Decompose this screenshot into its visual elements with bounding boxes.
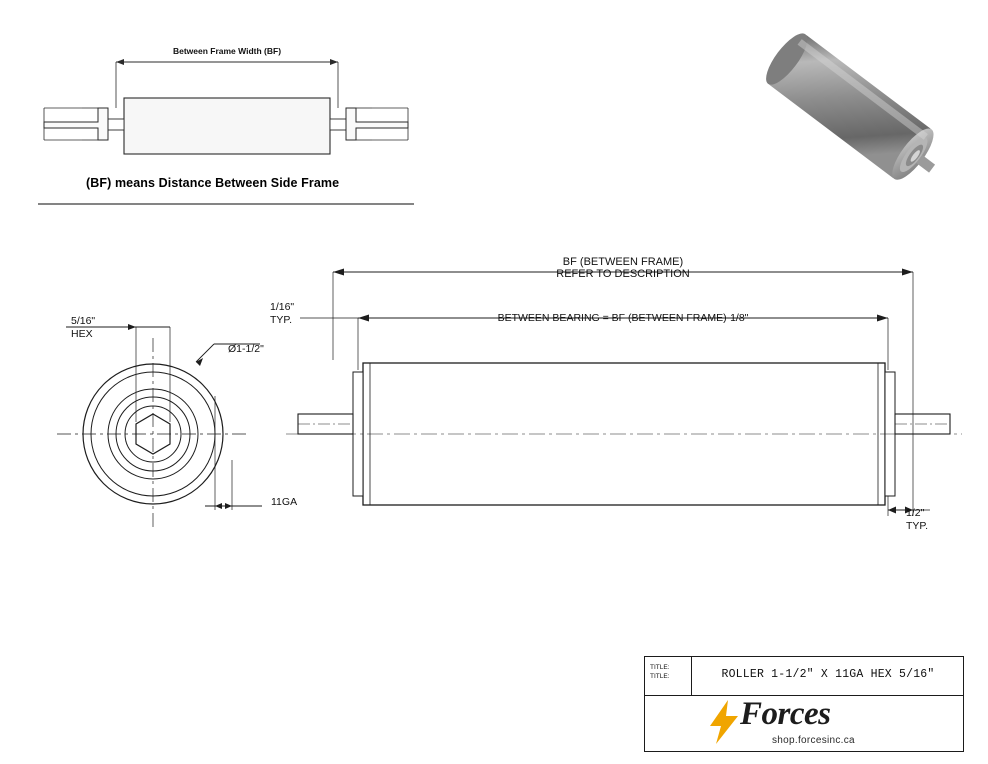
diameter-note: Ø1-1/2" [228, 343, 264, 355]
brand-name: Forces [740, 696, 831, 732]
title-block-key [650, 664, 670, 682]
title-block-value: ROLLER 1-1/2" X 11GA HEX 5/16" [721, 668, 935, 681]
title-key-line2: TITLE: [650, 672, 670, 680]
left-end-note-line2: TYP. [270, 314, 292, 326]
right-end-note-line1: 1/2" [906, 507, 925, 519]
svg-text:Between Frame Width (BF): Between Frame Width (BF) [172, 46, 282, 56]
hex-note-line1: 5/16" [71, 315, 96, 327]
right-end-note-line2: TYP. [906, 520, 928, 532]
svg-text:REFER TO DESCRIPTION: REFER TO DESCRIPTION [556, 268, 690, 280]
main-roller-drawing [0, 210, 988, 630]
left-end-note-line1: 1/16" [270, 301, 295, 313]
roller-3d-render [736, 28, 964, 188]
brand-logo [700, 694, 958, 750]
brand-website: shop.forcesinc.ca [772, 735, 855, 746]
hex-note-line2: HEX [71, 328, 93, 340]
between-bearing-dimension: BETWEEN BEARING = BF (BETWEEN FRAME)-1/8" [497, 312, 749, 324]
title-key-line1: TITLE: [650, 664, 670, 671]
inset-caption: (BF) means Distance Between Side Frame [86, 176, 340, 190]
gauge-note: 11GA [271, 496, 298, 508]
lightning-bolt-icon [708, 700, 742, 744]
svg-text:BF (BETWEEN FRAME): BF (BETWEEN FRAME) [562, 256, 684, 268]
